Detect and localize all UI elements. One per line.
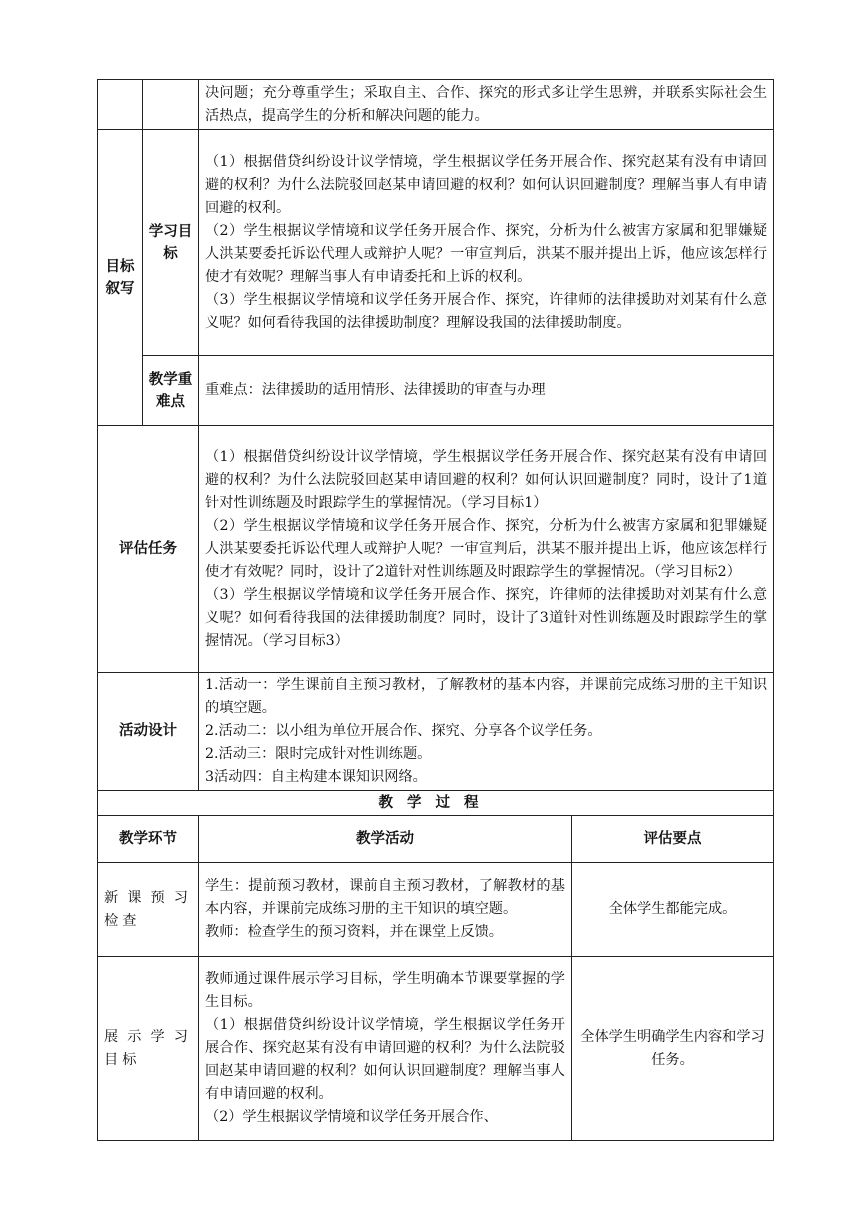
learning-goal-item: （1）根据借贷纠纷设计议学情境，学生根据议学任务开展合作、探究赵某有没有申请回避的权利？为什么法院驳回赵某申请回避的权利？如何认识回避制度？理解当事人有申请回避的权利。 — [205, 153, 768, 216]
activity-design-label: 活动设计 — [98, 673, 199, 791]
activity-item: 3活动四：自主构建本课知识网络。 — [205, 769, 427, 785]
process-row — [98, 863, 774, 957]
assessment-content — [199, 426, 774, 673]
goals-section-label: 目标叙写 — [98, 130, 143, 426]
learning-goals-label: 学习目标 — [143, 130, 199, 356]
process-activity — [199, 863, 572, 957]
assessment-item: （1）根据借贷纠纷设计议学情境，学生根据议学任务开展合作、探究赵某有没有申请回避的权利？为什么法院驳回赵某申请回避的权利？如何认识回避制度？同时，设计了1道针对性训练题及时跟踪学生的掌握情况。（学习目标1） — [205, 448, 768, 511]
assessment-item: （2）学生根据议学情境和议学任务开展合作、探究，分析为什么被害方家属和犯罪嫌疑人洪某要委托诉讼代理人或辩护人呢？一审宣判后，洪某不服并提出上诉，他应该怎样行使才有效呢？同时，设计了2道针对性训练题及时跟踪学生的掌握情况。（学习目标2） — [205, 517, 768, 580]
key-points-row — [98, 356, 774, 426]
process-banner-row — [98, 791, 774, 816]
top-continuation-row — [98, 80, 774, 130]
process-assessment: 全体学生都能完成。 — [572, 863, 774, 957]
activity-line: （2）学生根据议学情境和议学任务开展合作、 — [205, 1109, 498, 1125]
activity-item: 2.活动二：以小组为单位开展合作、探究、分享各个议学任务。 — [205, 723, 602, 739]
process-header-row — [98, 816, 774, 863]
process-title: 教学过程 — [98, 791, 774, 816]
key-points-text: 重难点：法律援助的适用情形、法律援助的审查与办理 — [199, 356, 774, 426]
activity-line: 教师：检查学生的预习资料，并在课堂上反馈。 — [205, 924, 503, 940]
learning-goal-item: （3）学生根据议学情境和议学任务开展合作、探究，许律师的法律援助对刘某有什么意义呢？如何看待我国的法律援助制度？理解设我国的法律援助制度。 — [205, 291, 768, 331]
activity-item: 1.活动一：学生课前自主预习教材，了解教材的基本内容，并课前完成练习册的主干知识的填空题。 — [205, 677, 768, 716]
key-points-label: 教学重难点 — [143, 356, 199, 426]
activity-line: 教师通过课件展示学习目标，学生明确本节课要掌握的学生目标。 — [205, 971, 565, 1010]
header-stage: 教学环节 — [98, 816, 199, 863]
assessment-row — [98, 426, 774, 673]
assessment-item: （3）学生根据议学情境和议学任务开展合作、探究，许律师的法律援助对刘某有什么意义呢？如何看待我国的法律援助制度？同时，设计了3道针对性训练题及时跟踪学生的掌握情况。（学习目标3） — [205, 586, 768, 649]
lesson-plan-table — [97, 79, 774, 1141]
process-stage: 新课预习检查 — [98, 863, 199, 957]
activity-item: 2.活动三：限时完成针对性训练题。 — [205, 746, 432, 762]
empty-cell — [143, 80, 199, 130]
process-assessment: 全体学生明确学生内容和学习任务。 — [572, 957, 774, 1141]
learning-goal-item: （2）学生根据议学情境和议学任务开展合作、探究，分析为什么被害方家属和犯罪嫌疑人洪某要委托诉讼代理人或辩护人呢？一审宣判后，洪某不服并提出上诉，他应该怎样行使才有效呢？理解当事人有申请委托和上诉的权利。 — [205, 222, 768, 285]
learning-goals-content — [199, 130, 774, 356]
activity-design-row — [98, 673, 774, 791]
activity-line: （1）根据借贷纠纷设计议学情境，学生根据议学任务开展合作、探究赵某有没有申请回避的权利？为什么法院驳回赵某申请回避的权利？如何认识回避制度？理解当事人有申请回避的权利。 — [205, 1017, 565, 1102]
process-row — [98, 957, 774, 1141]
top-continuation-text: 决问题；充分尊重学生；采取自主、合作、探究的形式多让学生思辨，并联系实际社会生活热点，提高学生的分析和解决问题的能力。 — [199, 80, 774, 130]
activity-line: 学生：提前预习教材，课前自主预习教材，了解教材的基本内容，并课前完成练习册的主干知识的填空题。 — [205, 878, 565, 917]
process-stage: 展示学习目标 — [98, 957, 199, 1141]
activity-design-content — [199, 673, 774, 791]
learning-goals-row — [98, 130, 774, 356]
process-activity — [199, 957, 572, 1141]
assessment-label: 评估任务 — [98, 426, 199, 673]
header-activity: 教学活动 — [199, 816, 572, 863]
empty-cell — [98, 80, 143, 130]
header-assessment: 评估要点 — [572, 816, 774, 863]
